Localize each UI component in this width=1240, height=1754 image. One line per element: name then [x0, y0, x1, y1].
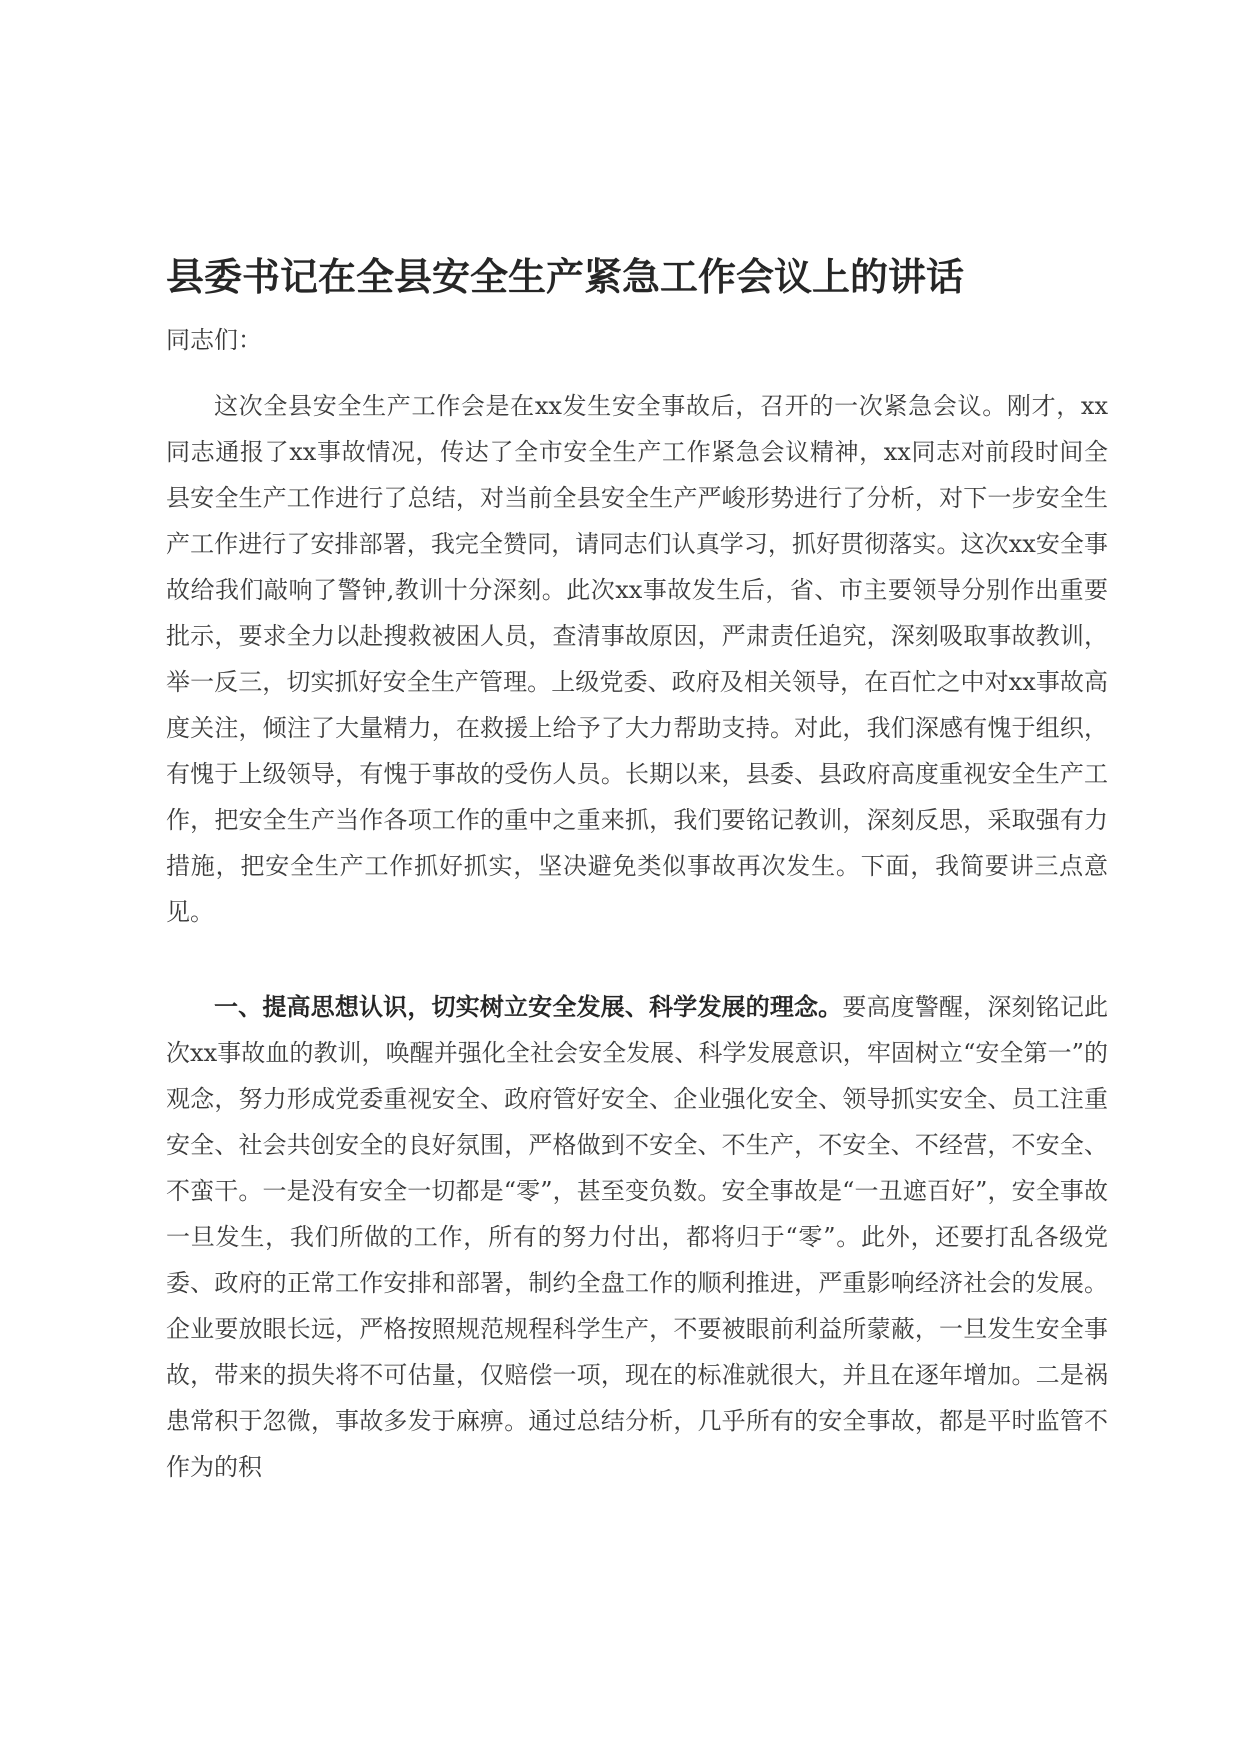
section-heading-1: 一、提高思想认识，切实树立安全发展、科学发展的理念。 [214, 992, 843, 1021]
body-paragraph-2 [166, 984, 1108, 1490]
salutation: 同志们： [166, 326, 262, 354]
section-1-body: 要高度警醒，深刻铭记此次xx事故血的教训，唤醒并强化全社会安全发展、科学发展意识，牢固树立“安全第一”的观念，努力形成党委重视安全、政府管好安全、企业强化安全、领导抓实安全、员工注重安全、社会共创安全的良好氛围，严格做到不安全、不生产，不安全、不经营，不安全、不蛮干。一是没有安全一切都是“零”，甚至变负数。安全事故是“一丑遮百好”，安全事故一旦发生，我们所做的工作，所有的努力付出，都将归于“零”。此外，还要打乱各级党委、政府的正常工作安排和部署，制约全盘工作的顺利推进，严重影响经济社会的发展。企业要放眼长远，严格按照规范规程科学生产，不要被眼前利益所蒙蔽，一旦发生安全事故，带来的损失将不可估量，仅赔偿一项，现在的标准就很大，并且在逐年增加。二是祸患常积于忽微，事故多发于麻痹。通过总结分析，几乎所有的安全事故，都是平时监管不作为的积 [166, 993, 1109, 1481]
body-paragraph-1: 这次全县安全生产工作会是在xx发生安全事故后，召开的一次紧急会议。刚才，xx同志通报了xx事故情况，传达了全市安全生产工作紧急会议精神，xx同志对前段时间全县安全生产工作进行了总结，对当前全县安全生产严峻形势进行了分析，对下一步安全生产工作进行了安排部署，我完全赞同，请同志们认真学习，抓好贯彻落实。这次xx安全事故给我们敲响了警钟,教训十分深刻。此次xx事故发生后，省、市主要领导分别作出重要批示，要求全力以赴搜救被困人员，查清事故原因，严肃责任追究，深刻吸取事故教训，举一反三，切实抓好安全生产管理。上级党委、政府及相关领导，在百忙之中对xx事故高度关注，倾注了大量精力，在救援上给予了大力帮助支持。对此，我们深感有愧于组织，有愧于上级领导，有愧于事故的受伤人员。长期以来，县委、县政府高度重视安全生产工作，把安全生产当作各项工作的重中之重来抓，我们要铭记教训，深刻反思，采取强有力措施，把安全生产工作抓好抓实，坚决避免类似事故再次发生。下面，我简要讲三点意见。 [166, 392, 1108, 926]
page-title: 县委书记在全县安全生产紧急工作会议上的讲话 [166, 255, 965, 299]
